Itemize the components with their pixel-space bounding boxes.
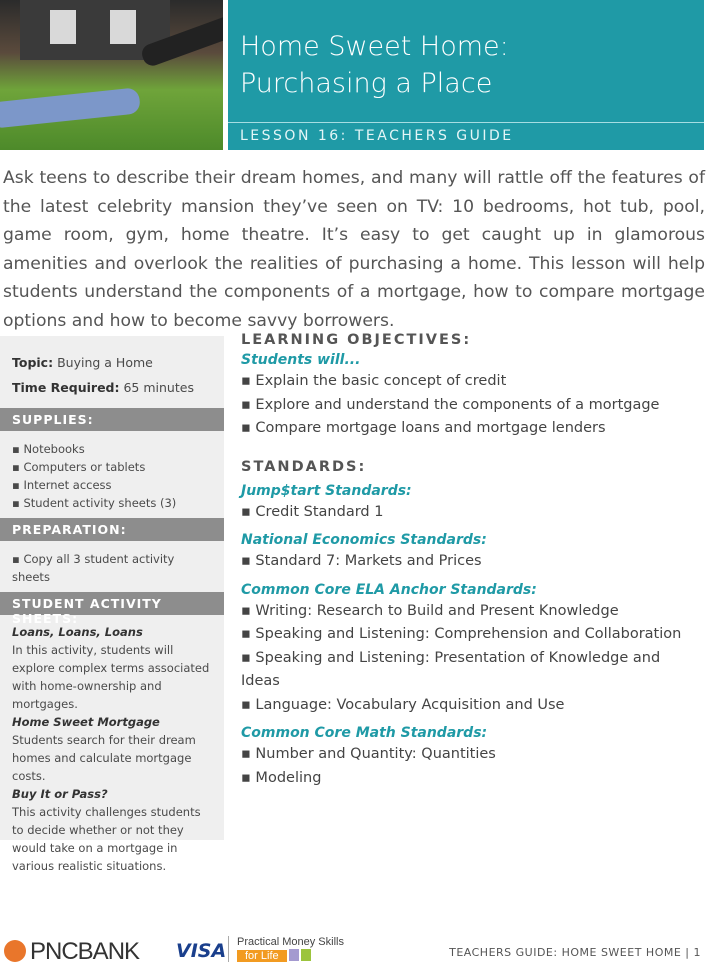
list-item: ▪ Notebooks: [12, 442, 85, 456]
list-item: ▪ Compare mortgage loans and mortgage lenders: [241, 420, 606, 436]
list-item: ▪ Language: Vocabulary Acquisition and Use: [241, 696, 565, 713]
standards-heading: STANDARDS:: [241, 458, 367, 475]
preparation-heading: PREPARATION:: [0, 518, 224, 541]
objectives-sub: Students will...: [241, 352, 361, 368]
activity-desc: In this activity, students will explore complex terms associated with home-ownership and mortgages.: [12, 643, 210, 711]
objectives-heading: LEARNING OBJECTIVES:: [241, 332, 472, 348]
visa-logo: VISA: [176, 940, 227, 962]
sidebar: [0, 336, 224, 873]
hand-image: [0, 87, 141, 129]
time-value: 65 minutes: [123, 380, 194, 395]
standards-group-title: Common Core Math Standards:: [241, 725, 488, 741]
standards-list: [241, 550, 701, 574]
activity-title: Home Sweet Mortgage: [12, 715, 160, 729]
page-title: [240, 28, 509, 102]
activity-desc: Students search for their dream homes and calculate mortgage costs.: [12, 733, 196, 783]
objectives-list: [241, 370, 701, 441]
activities-heading: STUDENT ACTIVITY SHEETS:: [0, 592, 224, 615]
list-item: ▪ Writing: Research to Build and Present Knowledge: [241, 602, 619, 619]
list-item: ▪ Computers or tablets: [12, 460, 146, 474]
supplies-list: [0, 431, 224, 516]
standards-group-title: Jump$tart Standards:: [241, 482, 412, 499]
list-item: ▪ Internet access: [12, 478, 112, 492]
list-item: ▪ Explore and understand the components of a mortgage: [241, 396, 660, 413]
topic-label: Topic:: [12, 355, 54, 370]
topic-value: Buying a Home: [57, 355, 153, 370]
standards-group-title: Common Core ELA Anchor Standards:: [241, 581, 537, 598]
time-label: Time Required:: [12, 380, 120, 395]
list-item: ▪ Number and Quantity: Quantities: [241, 746, 496, 762]
title-line-1: Home Sweet Home:: [240, 31, 509, 62]
main-column: [241, 332, 701, 790]
list-item: ▪ Explain the basic concept of credit: [241, 373, 507, 389]
title-line-2: Purchasing a Place: [240, 68, 493, 99]
list-item: ▪ Copy all 3 student activity sheets: [12, 552, 175, 584]
list-item: ▪ Standard 7: Markets and Prices: [241, 553, 482, 569]
pnc-logo-icon: [4, 940, 26, 962]
time-required: [12, 375, 212, 400]
list-item: ▪ Modeling: [241, 769, 322, 786]
list-item: ▪ Credit Standard 1: [241, 503, 384, 520]
standards-list: [241, 600, 701, 718]
activity-title: Loans, Loans, Loans: [12, 625, 143, 639]
pms-line-1: Practical Money Skills: [237, 936, 344, 948]
pnc-logo: [4, 938, 139, 966]
lesson-label: LESSON 16: TEACHERS GUIDE: [228, 122, 704, 149]
standards-list: [241, 501, 701, 525]
list-item: ▪ Speaking and Listening: Comprehension and Collaboration: [241, 626, 682, 642]
preparation-list: [0, 541, 224, 590]
supplies-heading: SUPPLIES:: [0, 408, 224, 431]
page-footer-label: TEACHERS GUIDE: HOME SWEET HOME | 1: [449, 946, 701, 959]
standards-group-title: National Economics Standards:: [241, 532, 487, 548]
pms-line-2: for Life: [237, 950, 287, 962]
footer: [0, 934, 707, 968]
topic: [12, 350, 212, 375]
list-item: ▪ Student activity sheets (3): [12, 496, 177, 510]
list-item: ▪ Speaking and Listening: Presentation of Knowledge and Ideas: [241, 649, 661, 689]
intro-paragraph: Ask teens to describe their dream homes, and many will rattle off the features of the latest celebrity mansion they’ve seen on TV: 10 bedrooms, hot tub, pool, game room, gym, home theatre. It’s easy to get caught up in glamorous amenities and overlook the realities of purchasing a home. This lesson will help students understand the components of a mortgage, how to compare mortgage options and how to become savvy borrowers.: [3, 168, 705, 331]
pnc-logo-text: PNCBANK: [30, 938, 140, 965]
activity-desc: This activity challenges students to decide whether or not they would take on a mortgage in various realistic situations.: [12, 805, 201, 873]
activity-title: Buy It or Pass?: [12, 787, 108, 801]
standards-list: [241, 743, 701, 790]
practical-money-skills-logo: [228, 936, 344, 962]
activity-list: [0, 615, 224, 883]
header-photo: [0, 0, 223, 150]
title-banner: [228, 0, 704, 150]
